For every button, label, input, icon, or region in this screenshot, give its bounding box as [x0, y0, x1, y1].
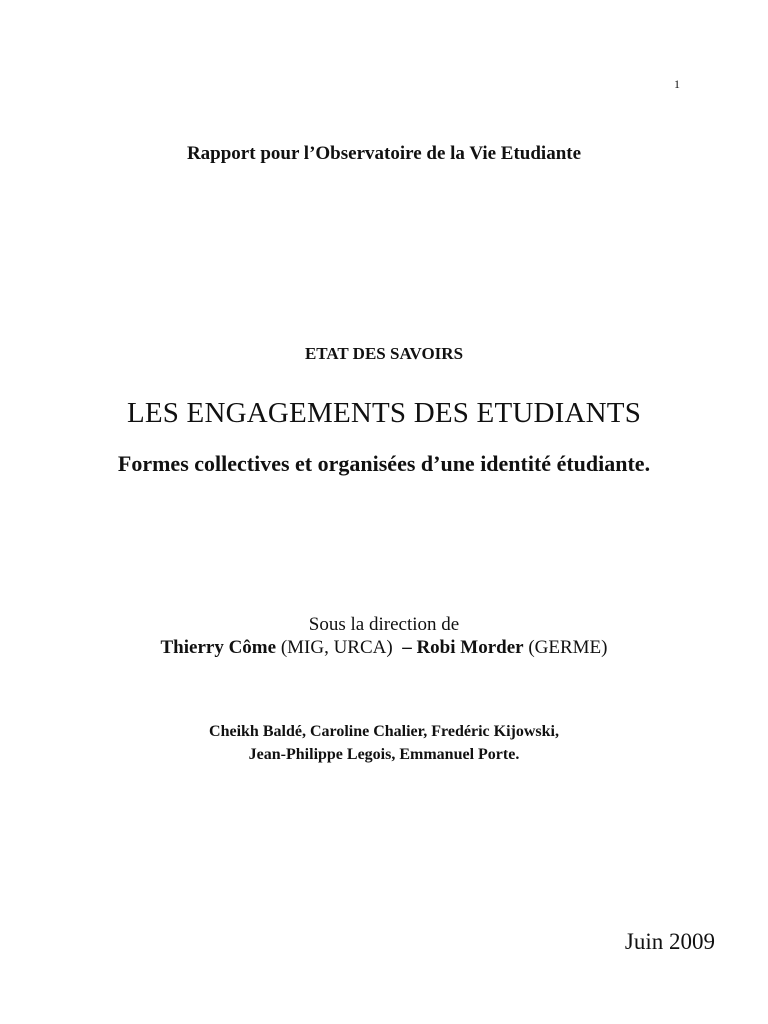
director-1-name: Thierry Côme [160, 637, 277, 658]
authors-line-2: Jean-Philippe Legois, Emmanuel Porte. [248, 746, 520, 763]
director-2-affiliation: (GERME) [523, 637, 608, 658]
section-label: ETAT DES SAVOIRS [304, 344, 464, 363]
authors-line-1: Cheikh Baldé, Caroline Chalier, Fredéric Kijowski, [209, 723, 559, 740]
director-2-name: Robi Morder [416, 637, 524, 658]
report-heading: Rapport pour l’Observatoire de la Vie Etudiante [186, 143, 582, 164]
page-number: 1 [674, 77, 680, 91]
director-1-affiliation: (MIG, URCA) [276, 637, 403, 658]
publication-date: Juin 2009 [624, 929, 715, 954]
direction-label: Sous la direction de [308, 614, 460, 635]
document-title: LES ENGAGEMENTS DES ETUDIANTS [126, 397, 642, 429]
document-subtitle: Formes collectives et organisées d’une identité étudiante. [117, 451, 651, 476]
directors-line [0, 637, 768, 659]
director-separator: – [402, 637, 417, 658]
